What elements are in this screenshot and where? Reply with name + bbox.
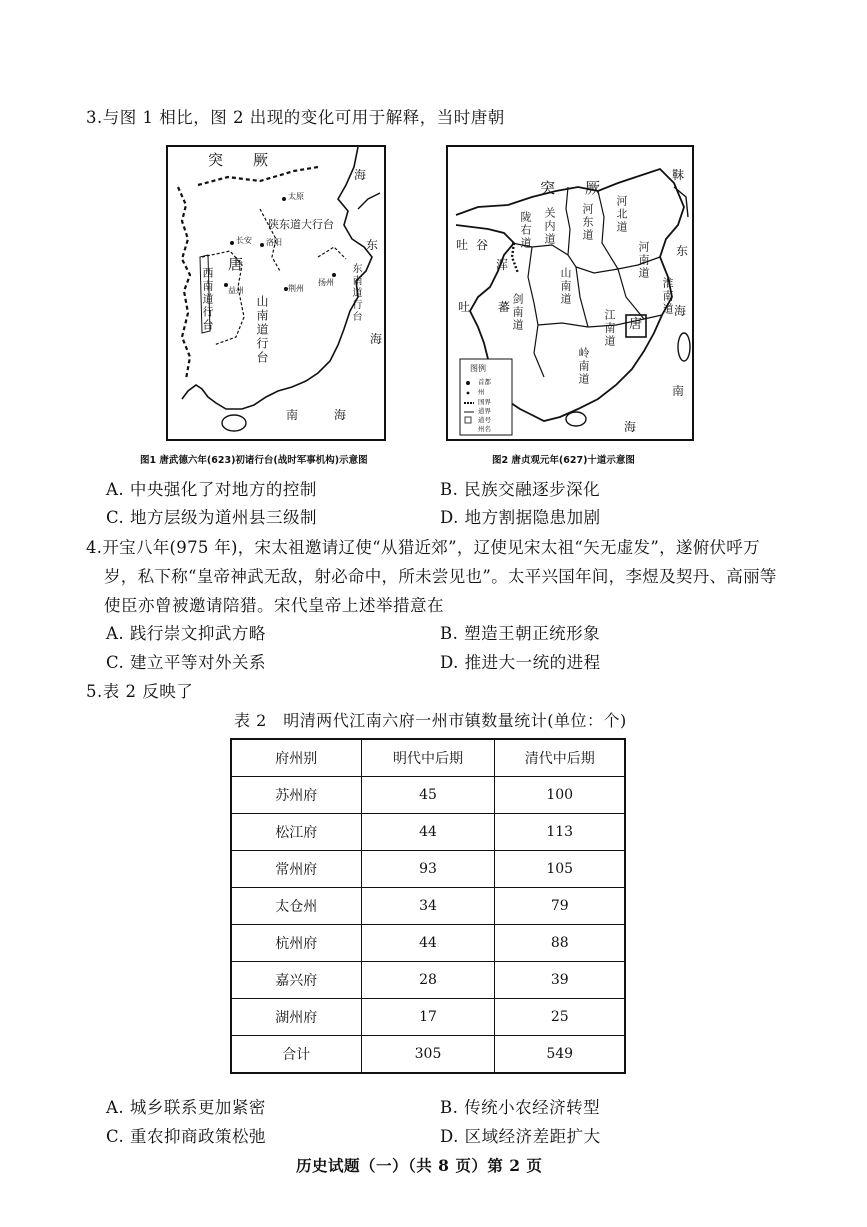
table-cell: 88 bbox=[495, 925, 625, 962]
fig2-tubo-2: 蕃 bbox=[498, 300, 511, 314]
fig1-shaandong-label: 陕东道大行台 bbox=[268, 218, 334, 231]
fig2-legend-item: 州名 bbox=[478, 425, 491, 433]
table-header-cell: 清代中后期 bbox=[495, 739, 625, 777]
table-row bbox=[231, 814, 625, 851]
table-row bbox=[231, 999, 625, 1036]
fig2-hedong-label: 河东道 bbox=[581, 203, 594, 242]
fig1-tang-label: 唐 bbox=[228, 255, 244, 273]
fig2-lingnan-label: 岭南道 bbox=[577, 347, 590, 386]
question-3-stem: 3.与图 1 相比，图 2 出现的变化可用于解释，当时唐朝 bbox=[86, 108, 505, 127]
fig1-nan-label: 南 bbox=[286, 408, 299, 422]
fig2-huainan-label: 淮南道 bbox=[661, 277, 674, 316]
fig2-tuyuhun-3: 浑 bbox=[496, 258, 509, 272]
q4-option-d[interactable]: D. 推进大一统的进程 bbox=[440, 653, 601, 672]
fig2-hai-bottom-label: 海 bbox=[624, 420, 637, 434]
table-row bbox=[231, 851, 625, 888]
figure-2-caption: 图2 唐贞观元年(627)十道示意图 bbox=[492, 455, 635, 466]
table-cell: 太仓州 bbox=[231, 888, 361, 925]
q3-option-d[interactable]: D. 地方割据隐患加剧 bbox=[440, 508, 601, 527]
fig1-tujue-label: 突 厥 bbox=[208, 151, 269, 169]
table-cell: 杭州府 bbox=[231, 925, 361, 962]
question-4-line-2: 岁，私下称“皇帝神武无敌，射必命中，所未尝见也”。太平兴国年间，李煜及契丹、高丽等 bbox=[104, 567, 777, 586]
fig2-hebei-label: 河北道 bbox=[615, 195, 628, 234]
q3-option-a[interactable]: A. 中央强化了对地方的控制 bbox=[106, 480, 317, 499]
q4-option-c[interactable]: C. 建立平等对外关系 bbox=[106, 653, 267, 672]
figure-2-map bbox=[446, 145, 694, 441]
fig2-legend-item: 道界 bbox=[478, 407, 491, 415]
figure-1-map bbox=[166, 145, 386, 441]
fig2-legend-item: 州 bbox=[478, 388, 485, 396]
table-total-row bbox=[231, 1036, 625, 1074]
question-5-stem: 5.表 2 反映了 bbox=[86, 682, 194, 701]
q5-option-c[interactable]: C. 重农抑商政策松弛 bbox=[106, 1127, 267, 1146]
fig1-shannan-label: 山南道行台 bbox=[255, 295, 269, 365]
fig2-legend-title: 图例 bbox=[470, 364, 486, 373]
table-cell: 松江府 bbox=[231, 814, 361, 851]
table-cell: 549 bbox=[495, 1036, 625, 1074]
table-header-cell: 明代中后期 bbox=[361, 739, 495, 777]
fig2-shannan-label: 山南道 bbox=[559, 267, 572, 306]
fig1-hai-bottom-label: 海 bbox=[334, 408, 347, 422]
fig2-guannei-label: 关内道 bbox=[543, 207, 556, 246]
fig1-city-6: 扬州 bbox=[318, 278, 334, 287]
table-row bbox=[231, 888, 625, 925]
table-row bbox=[231, 925, 625, 962]
fig2-tuyuhun-1: 吐 bbox=[456, 238, 469, 252]
fig1-city-2: 洛阳 bbox=[266, 238, 282, 247]
table-cell: 113 bbox=[495, 814, 625, 851]
table-cell: 苏州府 bbox=[231, 777, 361, 814]
fig1-dongnan-label: 东南道行台 bbox=[350, 263, 361, 323]
table-cell: 34 bbox=[361, 888, 495, 925]
fig2-seal-label: 唐 bbox=[629, 317, 643, 332]
fig1-city-3: 太原 bbox=[288, 192, 304, 201]
fig1-city-1: 长安 bbox=[236, 236, 252, 245]
q3-option-c[interactable]: C. 地方层级为道州县三级制 bbox=[106, 508, 318, 527]
fig2-mohe-label: 靺 bbox=[672, 168, 685, 182]
table-cell: 105 bbox=[495, 851, 625, 888]
fig1-hai-right-label: 海 bbox=[370, 332, 383, 346]
table-header-row bbox=[231, 739, 625, 777]
table-cell: 93 bbox=[361, 851, 495, 888]
fig1-dong-label: 东 bbox=[366, 238, 379, 252]
fig2-dong-label: 东 bbox=[676, 244, 689, 258]
table-cell: 305 bbox=[361, 1036, 495, 1074]
fig2-legend-item: 国界 bbox=[478, 398, 491, 406]
fig2-nan-label: 南 bbox=[672, 384, 685, 398]
table-cell: 45 bbox=[361, 777, 495, 814]
fig2-tuyuhun-2: 谷 bbox=[476, 238, 489, 252]
fig2-jiangnan-label: 江南道 bbox=[603, 309, 616, 348]
table-cell: 嘉兴府 bbox=[231, 962, 361, 999]
fig2-tujue-label: 突 厥 bbox=[540, 179, 601, 197]
fig1-hai-top-label: 海 bbox=[354, 168, 367, 182]
table-cell: 常州府 bbox=[231, 851, 361, 888]
table-2-title: 表 2 明清两代江南六府一州市镇数量统计(单位：个) bbox=[234, 711, 627, 730]
fig1-city-5: 荆州 bbox=[288, 284, 304, 293]
fig2-legend-item: 首都 bbox=[478, 378, 491, 386]
q4-option-b[interactable]: B. 塑造王朝正统形象 bbox=[440, 624, 601, 643]
table-cell: 44 bbox=[361, 925, 495, 962]
fig1-xinan-label: 西南道行台 bbox=[201, 267, 214, 332]
q4-option-a[interactable]: A. 践行崇文抑武方略 bbox=[106, 624, 266, 643]
table-cell: 湖州府 bbox=[231, 999, 361, 1036]
q5-option-a[interactable]: A. 城乡联系更加紧密 bbox=[106, 1098, 266, 1117]
table-row bbox=[231, 777, 625, 814]
table-cell: 28 bbox=[361, 962, 495, 999]
q5-option-d[interactable]: D. 区域经济差距扩大 bbox=[440, 1127, 601, 1146]
table-cell: 39 bbox=[495, 962, 625, 999]
q5-option-b[interactable]: B. 传统小农经济转型 bbox=[440, 1098, 601, 1117]
fig2-henan-label: 河南道 bbox=[637, 241, 650, 280]
table-cell: 合计 bbox=[231, 1036, 361, 1074]
page-footer: 历史试题（一）（共 8 页）第 2 页 bbox=[296, 1156, 543, 1175]
table-cell: 25 bbox=[495, 999, 625, 1036]
fig2-jiannan-label: 剑南道 bbox=[511, 293, 524, 332]
table-cell: 44 bbox=[361, 814, 495, 851]
table-cell: 100 bbox=[495, 777, 625, 814]
table-row bbox=[231, 962, 625, 999]
table-header-cell: 府州别 bbox=[231, 739, 361, 777]
figure-1-caption: 图1 唐武德六年(623)初诸行台(战时军事机构)示意图 bbox=[140, 455, 368, 466]
question-4-line-3: 使臣亦曾被邀请陪猎。宋代皇帝上述举措意在 bbox=[104, 596, 444, 615]
q3-option-b[interactable]: B. 民族交融逐步深化 bbox=[440, 480, 601, 499]
question-4-line-1: 4.开宝八年(975 年)，宋太祖邀请辽使“从猎近郊”，辽使见宋太祖“矢无虚发”，遂俯伏呼万 bbox=[86, 538, 760, 557]
fig2-longyou-label: 陇右道 bbox=[519, 211, 532, 250]
table-cell: 79 bbox=[495, 888, 625, 925]
market-town-table bbox=[230, 738, 626, 1074]
table-cell: 17 bbox=[361, 999, 495, 1036]
fig2-hai-right-label: 海 bbox=[674, 304, 687, 318]
fig2-tubo-1: 吐 bbox=[458, 300, 471, 314]
fig2-legend-item: 道号 bbox=[478, 416, 491, 424]
fig1-city-4: 益州 bbox=[228, 286, 244, 295]
